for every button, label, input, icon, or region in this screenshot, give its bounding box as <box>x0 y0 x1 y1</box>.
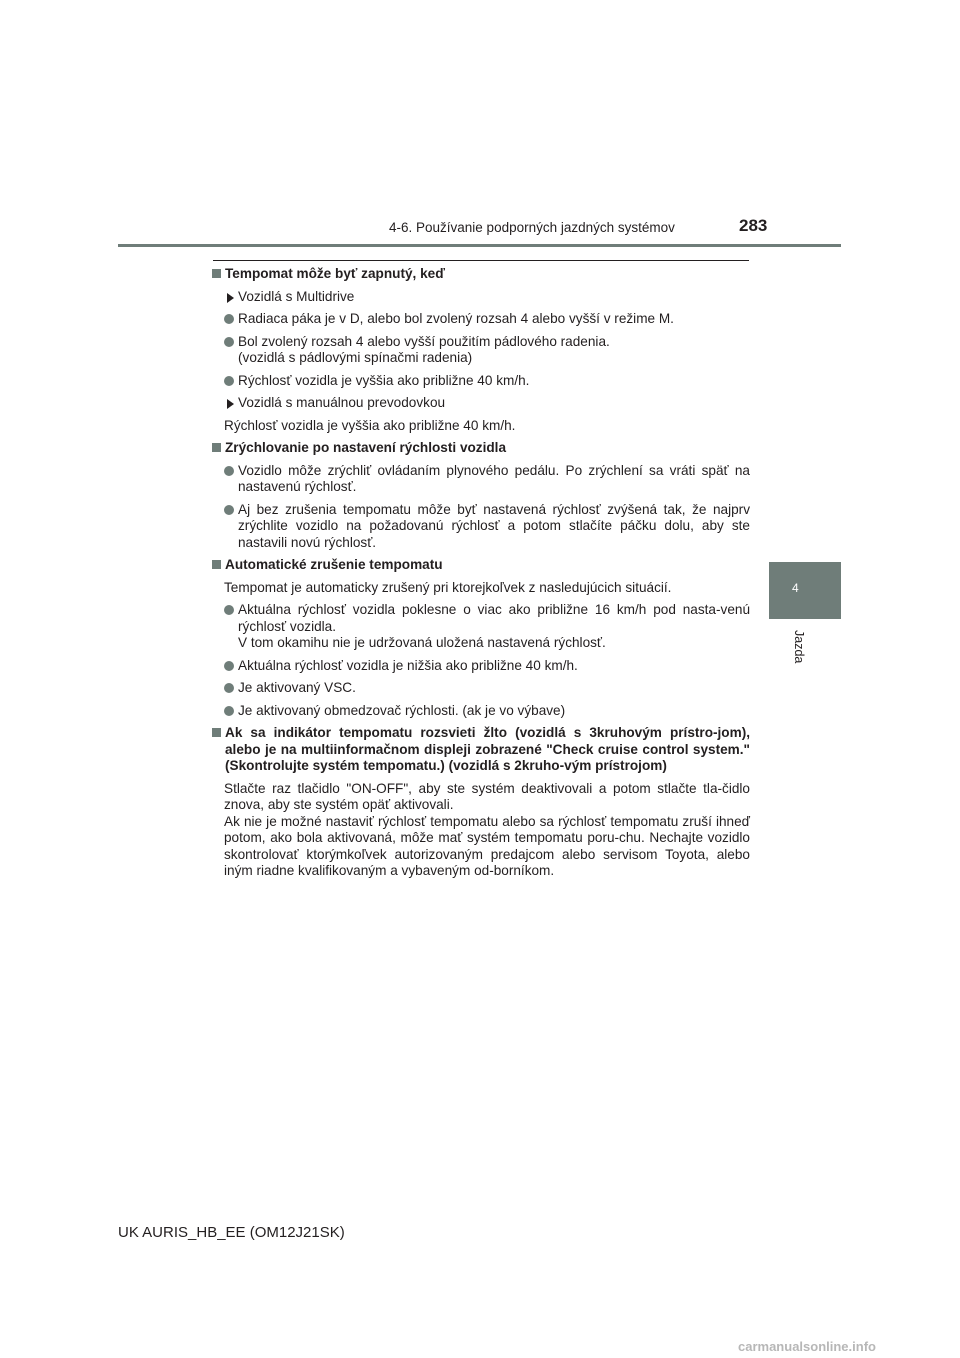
section-heading-text: Zrýchlovanie po nastavení rýchlosti vozidla <box>225 440 507 455</box>
circle-bullet-icon <box>224 683 234 693</box>
list-item <box>210 502 750 552</box>
section-heading-text: Ak sa indikátor tempomatu rozsvieti žlto (vozidlá s 3kruhovým prístro-jom), alebo je na multiinformačnom displeji zobrazené "Check cruise control system." (Skontrolujte systém tempomatu.) (vozidlá s 2kruho-vým prístrojom) <box>225 725 750 773</box>
document-footer: UK AURIS_HB_EE (OM12J21SK) <box>118 1224 345 1241</box>
section-heading-text: Automatické zrušenie tempomatu <box>225 557 443 572</box>
arrow-right-icon <box>227 293 234 303</box>
header-rule <box>118 244 841 247</box>
chapter-tab-number: 4 <box>792 581 799 595</box>
list-item <box>210 289 750 306</box>
list-item-text: Je aktivovaný VSC. <box>238 680 356 695</box>
circle-bullet-icon <box>224 376 234 386</box>
section-heading <box>210 725 750 775</box>
page-number: 283 <box>739 216 768 235</box>
list-item <box>210 463 750 496</box>
square-bullet-icon <box>212 728 221 737</box>
list-item-text: Rýchlosť vozidla je vyššia ako približne 40 km/h. <box>238 372 530 388</box>
list-item <box>210 658 750 675</box>
list-item-text: Vozidlá s manuálnou prevodovkou <box>238 395 446 410</box>
section-heading-text: Tempomat môže byť zapnutý, keď <box>225 266 445 281</box>
circle-bullet-icon <box>224 314 234 324</box>
list-item <box>210 703 750 720</box>
square-bullet-icon <box>212 443 221 452</box>
list-item-text: Bol zvolený rozsah 4 alebo vyšší použitím pádlového radenia. <box>238 333 610 349</box>
content-rule <box>213 260 749 261</box>
section-heading <box>210 266 750 283</box>
list-item-text: Je aktivovaný obmedzovač rýchlosti. (ak je vo výbave) <box>238 702 566 718</box>
list-item-text: Radiaca páka je v D, alebo bol zvolený rozsah 4 alebo vyšší v režime M. <box>238 311 674 326</box>
paragraph: Stlačte raz tlačidlo "ON-OFF", aby ste systém deaktivovali a potom stlačte tla-čidlo znova, aby ste systém opäť aktivovali. <box>224 780 750 812</box>
list-item <box>210 395 750 412</box>
circle-bullet-icon <box>224 605 234 615</box>
paragraph: Ak nie je možné nastaviť rýchlosť tempomatu alebo sa rýchlosť tempomatu zruší ihneď potom, ako bola aktivovaná, môže mať systém tempomatu poru-chu. Nechajte vozidlo skontrolovať ktorýmkoľvek autorizovaným predajcom alebo servisom Toyota, alebo iným riadne kvalifikovaným a vybaveným od-borníkom. <box>224 813 750 878</box>
circle-bullet-icon <box>224 706 234 716</box>
list-item-text: Aj bez zrušenia tempomatu môže byť nastavená rýchlosť zvýšená tak, že najprv zrýchlite vozidlo na požadovanú rýchlosť a potom stlačíte páčku dolu, aby ste nastavili novú rýchlosť. <box>238 501 750 550</box>
list-item <box>210 373 750 390</box>
list-item-text: Vozidlá s Multidrive <box>238 288 355 304</box>
chapter-title: 4-6. Používanie podporných jazdných systémov <box>389 220 675 235</box>
list-item-text: Vozidlo môže zrýchliť ovládaním plynového pedálu. Po zrýchlení sa vráti späť na nastavenú rýchlosť. <box>238 462 750 494</box>
list-item <box>210 680 750 697</box>
section-heading <box>210 557 750 574</box>
list-item-note: V tom okamihu nie je udržovaná uložená nastavená rýchlosť. <box>238 635 606 650</box>
list-item-text: Aktuálna rýchlosť vozidla je nižšia ako približne 40 km/h. <box>238 657 578 673</box>
circle-bullet-icon <box>224 337 234 347</box>
arrow-right-icon <box>227 399 234 409</box>
chapter-tab-label: Jazda <box>792 630 806 664</box>
watermark-link[interactable]: carmanualsonline.info <box>738 1339 876 1354</box>
list-item <box>210 334 750 367</box>
list-item-text: Aktuálna rýchlosť vozidla poklesne o viac ako približne 16 km/h pod nasta-venú rýchlosť vozidla. <box>238 602 750 634</box>
square-bullet-icon <box>212 560 221 569</box>
list-item <box>210 311 750 328</box>
list-item <box>210 602 750 652</box>
paragraph: Rýchlosť vozidla je vyššia ako približne 40 km/h. <box>224 417 516 433</box>
square-bullet-icon <box>212 269 221 278</box>
list-item-note: (vozidlá s pádlovými spínačmi radenia) <box>238 350 473 365</box>
circle-bullet-icon <box>224 466 234 476</box>
circle-bullet-icon <box>224 661 234 671</box>
section-heading <box>210 440 750 457</box>
page-content <box>210 266 750 886</box>
chapter-tab[interactable] <box>769 562 841 619</box>
circle-bullet-icon <box>224 505 234 515</box>
paragraph: Tempomat je automaticky zrušený pri ktorejkoľvek z nasledujúcich situácií. <box>224 579 672 595</box>
